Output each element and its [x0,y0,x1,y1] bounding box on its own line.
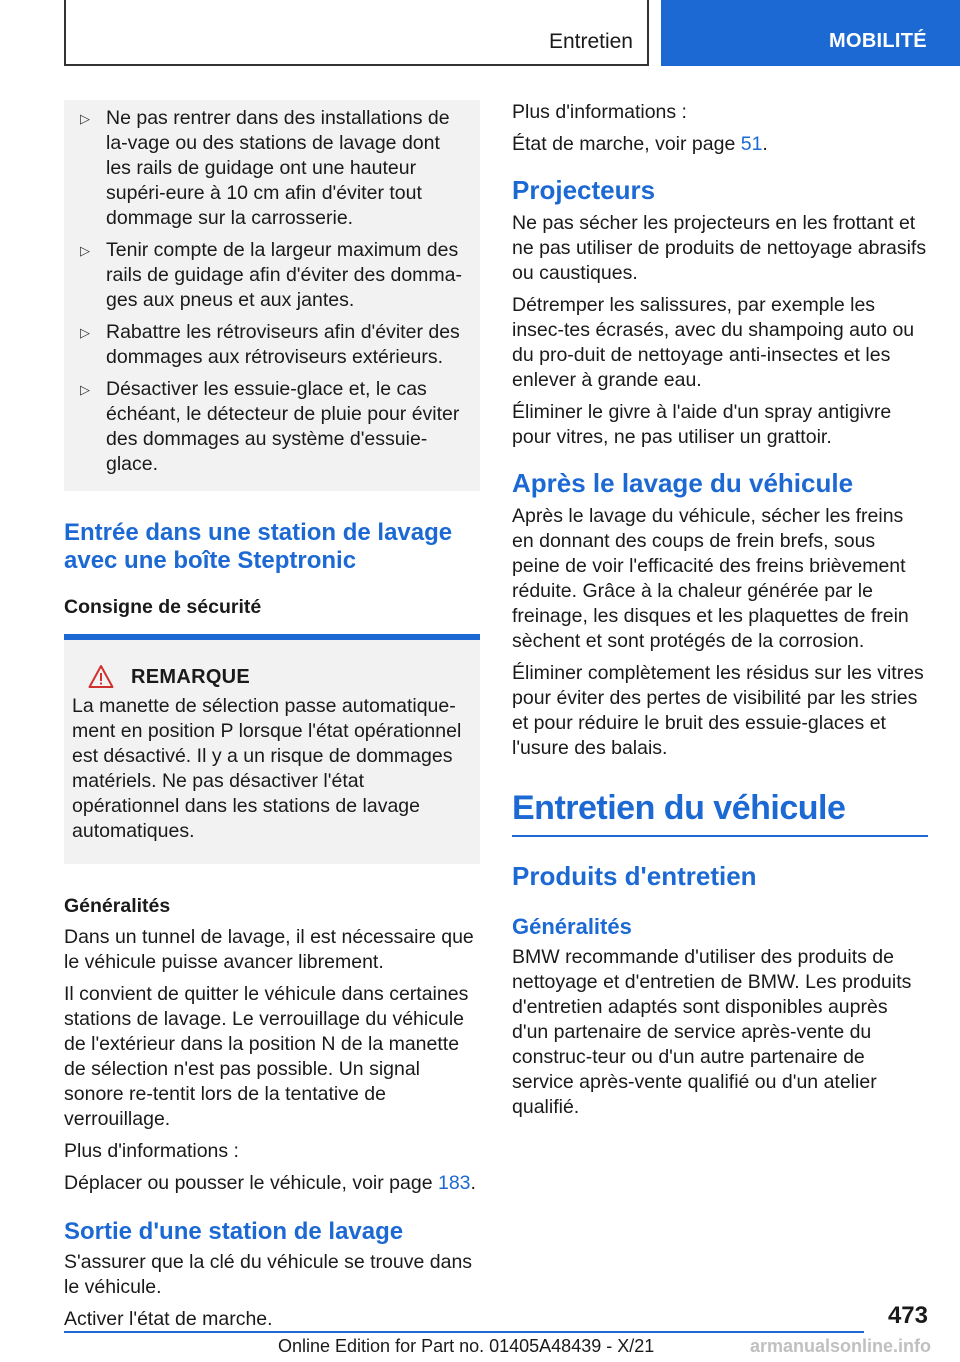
left-column [64,100,480,1339]
bullet-list-box [64,100,480,491]
warning-triangle-icon [88,664,114,690]
after-wash-heading: Après le lavage du véhicule [512,468,854,498]
general-heading: Généralités [64,895,171,917]
safety-notice-heading: Consigne de sécurité [64,596,262,618]
warning-text: La manette de sélection passe automatique-ment en position P lorsque l'état opérationnel est désactivé. Il y a un risque de dommages matériels. Ne pas désactiver l'état opérationnel dans les stations de lavage automatiques. [72,695,462,842]
page-reference [512,132,928,157]
reference-text: État de marche, voir page [512,133,741,155]
projecteurs-paragraph: Éliminer le givre à l'aide d'un spray antigivre pour vitres, ne pas utiliser un grattoir. [512,401,892,448]
list-item-text: Désactiver les essuie-glace et, le cas échéant, le détecteur de pluie pour éviter des dommages au système d'essuie-glace. [106,378,460,475]
general-paragraph: Dans un tunnel de lavage, il est nécessaire que le véhicule puisse avancer librement. [64,926,474,973]
triangle-right-icon: ▷ [80,243,90,258]
warning-title: REMARQUE [131,665,251,688]
reference-end: . [470,1172,476,1194]
general-heading: Généralités [512,914,632,939]
page-reference [64,1171,480,1196]
chapter-heading: Entretien du véhicule [512,787,928,837]
footer-divider [64,1331,864,1333]
products-heading: Produits d'entretien [512,861,757,891]
projecteurs-paragraph: Ne pas sécher les projecteurs en les frottant et ne pas utiliser de produits de nettoyage abrasifs ou caustiques. [512,212,927,284]
header-chapter-tab[interactable] [661,0,960,66]
page-link[interactable]: 183 [437,1172,471,1194]
triangle-right-icon: ▷ [80,325,90,340]
projecteurs-paragraph: Détremper les salissures, par exemple les insec-tes écrasés, avec du shampoing auto ou du pro-duit de nettoyage anti-insectes et les enlever à grande eau. [512,294,915,391]
exit-paragraph: Activer l'état de marche. [64,1308,273,1330]
list-item [78,106,466,231]
entry-steptronic-heading: Entrée dans une station de lavage avec une boîte Steptronic [64,519,453,574]
more-info-label: Plus d'informations : [512,101,687,123]
exit-paragraph: S'assurer que la clé du véhicule se trouve dans le véhicule. [64,1251,473,1298]
page-number: 473 [887,1302,928,1329]
page-link[interactable]: 51 [740,133,763,155]
warning-box [64,634,480,864]
header-chapter-label: MOBILITÉ [829,30,927,52]
header-section-title: Entretien [548,30,633,53]
triangle-right-icon: ▷ [80,111,90,126]
header-section-box [64,0,649,66]
footer-edition: Online Edition for Part no. 01405A48439 - X/21 [278,1336,655,1356]
list-item [78,238,466,313]
list-item [78,377,466,477]
after-wash-paragraph: Éliminer complètement les résidus sur les vitres pour éviter des pertes de visibilité par les stries et pour réduire le bruit des essuie-glaces et l'usure des balais. [512,662,924,759]
more-info-label: Plus d'informations : [64,1140,239,1162]
warning-header [72,664,472,690]
general-paragraph: Il convient de quitter le véhicule dans certaines stations de lavage. Le verrouillage du véhicule de l'extérieur dans la position N de la manette de sélection n'est pas possible. Un signal sonore re-tentit lors de la tentative de verrouillage. [64,983,469,1130]
projecteurs-heading: Projecteurs [512,175,656,205]
list-item-text: Tenir compte de la largeur maximum des rails de guidage afin d'éviter des domma-ges aux pneus et aux jantes. [106,239,462,311]
list-item-text: Rabattre les rétroviseurs afin d'éviter des dommages aux rétroviseurs extérieurs. [106,321,460,368]
after-wash-paragraph: Après le lavage du véhicule, sécher les freins en donnant des coups de frein brefs, sous peine de voir l'efficacité des freins brièvement réduite. Grâce à la chaleur générée par le freinage, les disques et les plaquettes de frein sèchent et sont protégés de la corrosion. [512,505,909,652]
right-column [512,100,928,1127]
triangle-right-icon: ▷ [80,382,90,397]
footer-watermark: armanualsonline.info [750,1336,932,1356]
exit-station-heading: Sortie d'une station de lavage [64,1218,404,1245]
list-item-text: Ne pas rentrer dans des installations de la-vage ou des stations de lavage dont les rails de guidage ont une hauteur supéri-eure à 10 cm afin d'éviter tout dommage sur la carrosserie. [106,107,450,229]
general-paragraph: BMW recommande d'utiliser des produits de nettoyage et d'entretien de BMW. Les produits d'entretien adaptés sont disponibles auprès d'un partenaire de service après-vente du construc-teur ou d'un autre partenaire de service après-vente qualifié ou d'un atelier qualifié. [512,946,912,1118]
reference-text: Déplacer ou pousser le véhicule, voir page [64,1172,438,1194]
reference-end: . [762,133,768,155]
list-item [78,320,466,370]
